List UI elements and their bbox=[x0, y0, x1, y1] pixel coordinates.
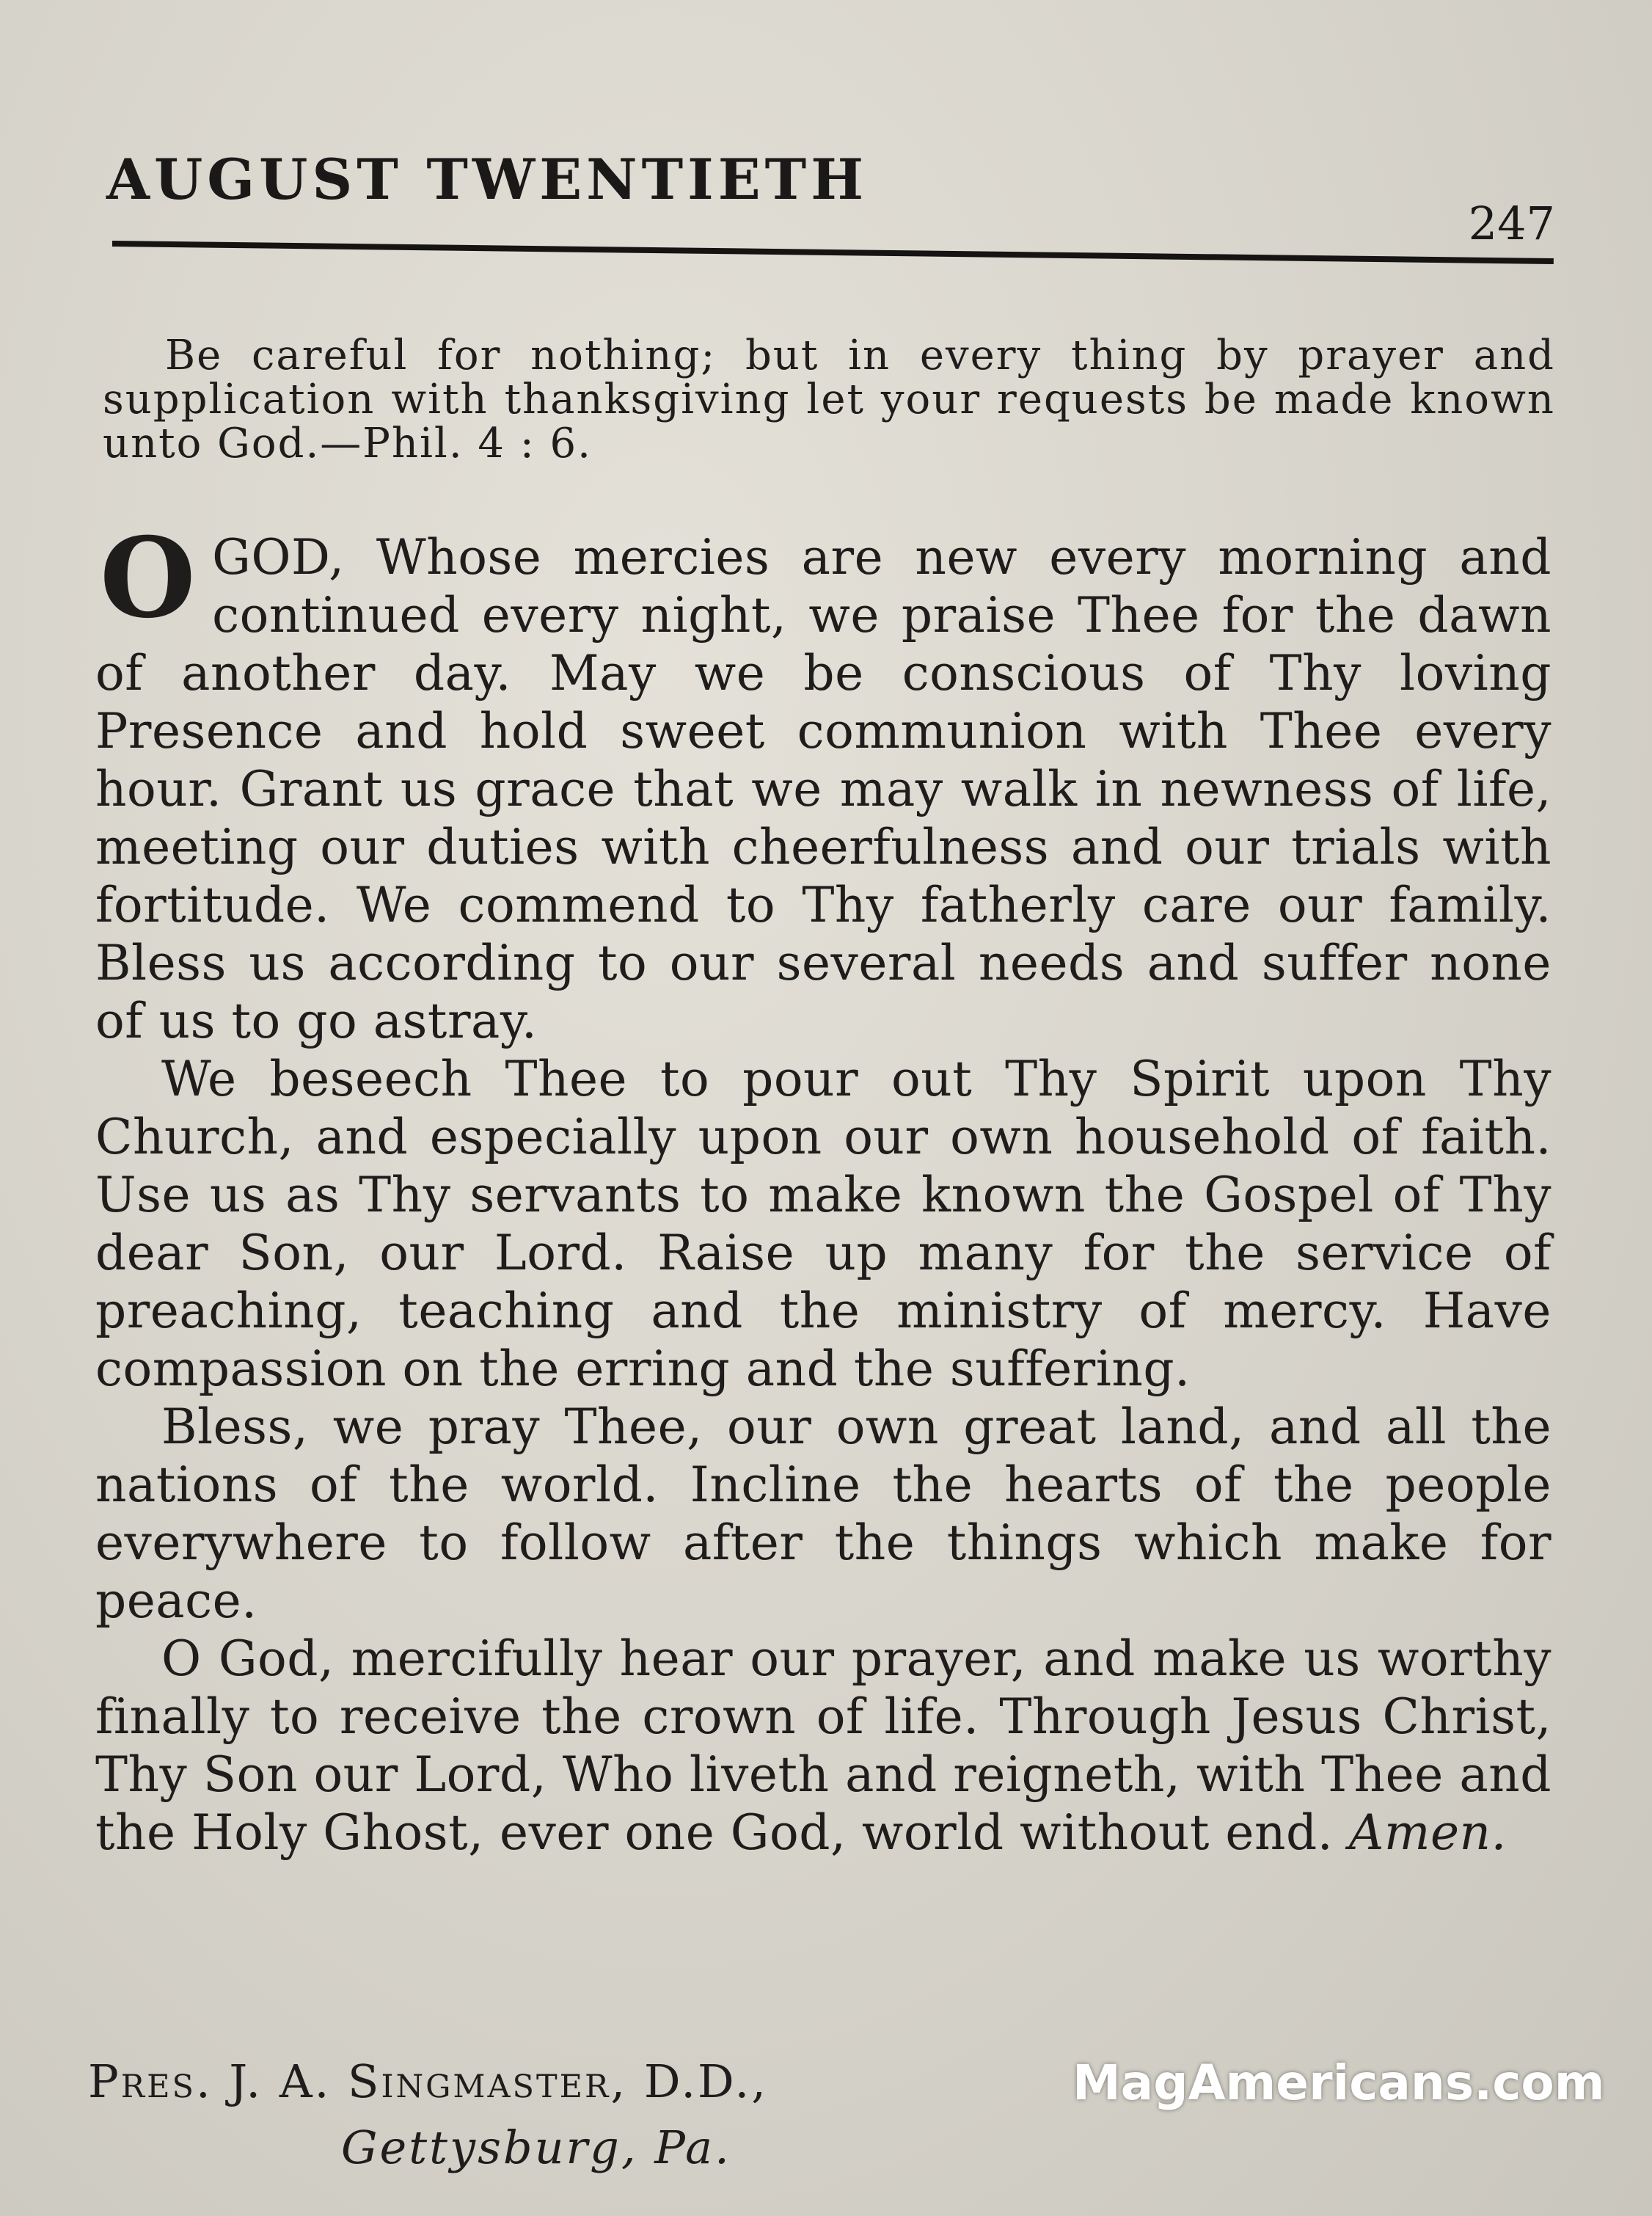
watermark-logo: MagAmericans.com bbox=[1072, 2055, 1605, 2111]
prayer-paragraph-1-text: GOD, Whose mercies are new every morning and continued every night, we praise Thee for the dawn of another day. May we be conscious of Thy loving Presence and hold sweet communion with Thee every hour. Grant us grace that we may walk in newness of life, meeting our duties with cheerfulness and our trials with fortitude. We commend to Thy fatherly care our family. Bless us according to our several needs and suffer none of us to go astray. bbox=[95, 529, 1552, 1049]
amen: Amen. bbox=[1348, 1804, 1507, 1861]
author-location: Gettysburg, Pa. bbox=[341, 2121, 731, 2174]
page-header bbox=[106, 139, 1555, 264]
prayer-body bbox=[95, 514, 1552, 1862]
scripture-epigraph bbox=[103, 334, 1555, 466]
prayer-paragraph-3: Bless, we pray Thee, our own great land, and all the nations of the world. Incline the hearts of the people everywhere to follow after the things which make for peace. bbox=[95, 1399, 1552, 1629]
drop-cap: O bbox=[100, 514, 197, 643]
header-rule bbox=[112, 241, 1554, 264]
author-signature bbox=[88, 2055, 768, 2108]
epigraph-text: Be careful for nothing; but in every thing by prayer and supplication with thanksgiving let your requests be made known unto God.—Phil. 4 : 6. bbox=[103, 332, 1555, 467]
prayer-paragraph-4 bbox=[95, 1630, 1552, 1862]
page-number: 247 bbox=[1468, 197, 1555, 250]
running-head: AUGUST TWENTIETH bbox=[106, 147, 869, 212]
author-name: Pres. J. A. Singmaster, D.D., bbox=[88, 2055, 768, 2108]
prayer-paragraph-2: We beseech Thee to pour out Thy Spirit upon Thy Church, and especially upon our own household of faith. Use us as Thy servants to make known the Gospel of Thy dear Son, our Lord. Raise up many for the service of preaching, teaching and the ministry of mercy. Have compassion on the erring and the suffering. bbox=[95, 1051, 1552, 1397]
prayer-paragraph-1 bbox=[95, 514, 1552, 1050]
prayer-paragraph-4-text: O God, mercifully hear our prayer, and make us worthy finally to receive the crown of life. Through Jesus Christ, Thy Son our Lord, Who liveth and reigneth, with Thee and the Holy Ghost, ever one God, world without end. bbox=[95, 1630, 1552, 1861]
